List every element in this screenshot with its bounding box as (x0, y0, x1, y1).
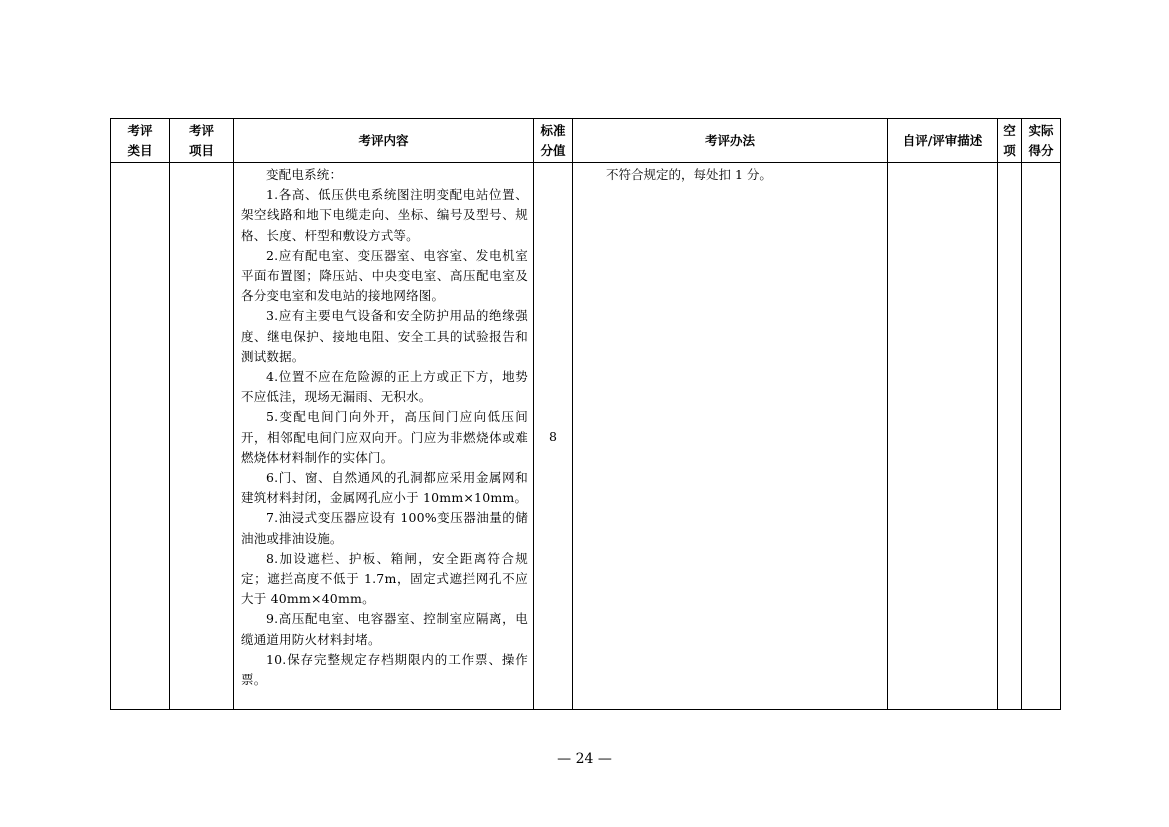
item-cell (170, 163, 234, 710)
method-text: 不符合规定的，每处扣 1 分。 (606, 167, 772, 182)
content-line: 变配电系统： (266, 167, 343, 182)
header-category: 考评 类目 (111, 119, 170, 163)
method-cell (573, 163, 888, 710)
header-row (111, 119, 1061, 163)
content-line: 9.高压配电室、电容器室、控制室应隔离，电缆通道用防火材料封堵。 (241, 611, 528, 647)
header-content: 考评内容 (234, 119, 534, 163)
header-score: 标准 分值 (534, 119, 573, 163)
content-line: 4.位置不应在危险源的正上方或正下方，地势不应低洼，现场无漏雨、无积水。 (241, 369, 528, 405)
content-line: 1.各高、低压供电系统图注明变配电站位置、架空线路和地下电缆走向、坐标、编号及型号、规格、长度、杆型和敷设方式等。 (241, 187, 528, 243)
header-self-eval: 自评/评审描述 (888, 119, 998, 163)
content-line: 3.应有主要电气设备和安全防护用品的绝缘强度、继电保护、接地电阻、安全工具的试验报告和测试数据。 (241, 308, 528, 364)
evaluation-table (110, 118, 1061, 710)
content-line: 7.油浸式变压器应设有 100%变压器油量的储油池或排油设施。 (241, 510, 528, 546)
content-line: 2.应有配电室、变压器室、电容室、发电机室平面布置图；降压站、中央变电室、高压配电室及各分变电室和发电站的接地网络图。 (241, 247, 528, 304)
content-line: 8.加设遮栏、护板、箱闸，安全距离符合规定；遮拦高度不低于 1.7m，固定式遮拦网孔不应大于 40mm×40mm。 (241, 550, 528, 607)
content-line: 6.门、窗、自然通风的孔洞都应采用金属网和建筑材料封闭，金属网孔应小于 10mm×10mm。 (241, 470, 528, 506)
header-item: 考评 项目 (170, 119, 234, 163)
page-number: — 24 — (557, 751, 612, 767)
blank-cell (998, 163, 1022, 710)
header-actual: 实际 得分 (1022, 119, 1061, 163)
table-row (111, 163, 1061, 710)
content-cell (234, 163, 534, 710)
content-line: 5.变配电间门向外开，高压间门应向低压间开，相邻配电间门应双向开。门应为非燃烧体或难燃烧体材料制作的实体门。 (241, 409, 528, 465)
actual-score-cell (1022, 163, 1061, 710)
content-line: 10.保存完整规定存档期限内的工作票、操作票。 (241, 651, 528, 688)
score-cell: 8 (534, 163, 573, 710)
header-blank: 空 项 (998, 119, 1022, 163)
self-eval-cell (888, 163, 998, 710)
header-method: 考评办法 (573, 119, 888, 163)
category-cell (111, 163, 170, 710)
